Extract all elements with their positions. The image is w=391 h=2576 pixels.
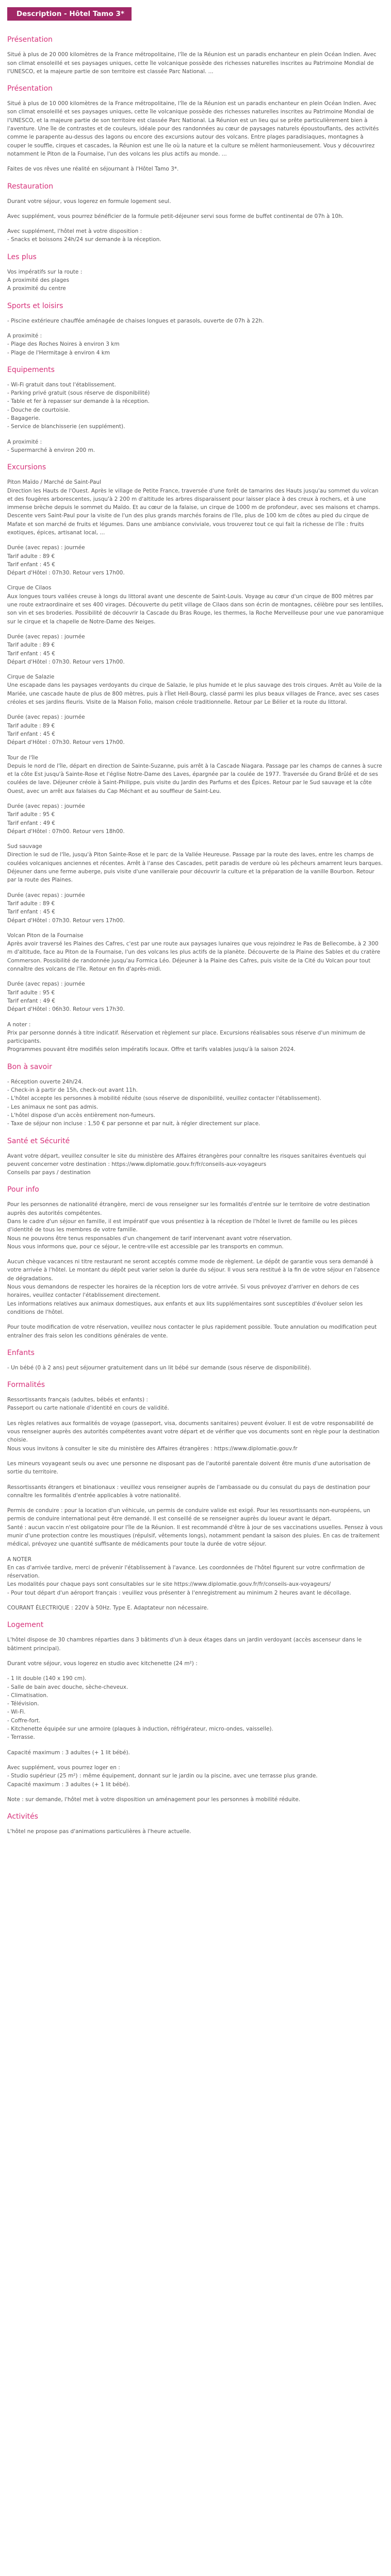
section-title-logement: Logement	[7, 1621, 44, 1630]
paragraph: Durée (avec repas) : journée Tarif adulte : 95 € Tarif enfant : 49 € Départ d'Hôtel : 06h30. Retour vers 17h30.	[7, 981, 125, 1013]
paragraph: Aucun chèque vacances ni titre restaurant ne seront acceptés comme mode de règlement. Le dépôt de garantie vous sera demandé à votre arrivée à l'hôtel. Le montant du dépôt peut varier selon la durée du séjour. Il vous sera restitué à la fin de votre séjour en l'absence de dégradations. Nous vous demandons de respecter les horaires de la réception lors de votre arrivée. Si vous prévoyez d'arriver en dehors de ces horaires, veuillez contacter l'établissement directement. Les informations relatives aux animaux domestiques, aux enfants et aux lits supplémentaires sont susceptibles d'évoluer selon les conditions de l'hôtel.	[7, 1259, 380, 1315]
paragraph: Durée (avec repas) : journée Tarif adulte : 89 € Tarif enfant : 45 € Départ d'Hôtel : 07h30. Retour vers 17h00.	[7, 892, 125, 924]
paragraph: Piton Maïdo / Marché de Saint-Paul Direction les Hauts de l'Ouest. Après le village de Petite France, traversée d'une forêt de tamarins des Hauts jusqu'au sommet du volcan et des fougères arborescentes, jusqu'à 2 200 m d'altitude les arbres disparaissent pour laisser place à des creux à rochers, et à une immense brèche depuis le sommet du Maïdo. Et au cœur de la falaise, un cirque de 1000 m de profondeur, avec ses maisons et champs. Descente vers Saint-Paul pour la visite de l'un des plus grands marchés forains de l'île, plus de 100 km de côtes au pied du cirque de Mafate et son marché de fruits et légumes. Dans une ambiance conviviale, vous trouverez tout ce qui fait la richesse de l'île : fruits exotiques, épices, artisanat local, ...	[7, 479, 380, 536]
paragraph: Vos impératifs sur la route : A proximité des plages A proximité du centre	[7, 268, 83, 292]
section-title-excursions: Excursions	[7, 463, 46, 472]
paragraph: Cirque de Salazie Une escapade dans les paysages verdoyants du cirque de Salazie, le plus humide et le plus sauvage des trois cirques. Arrêt au Voile de la Mariée, une cascade haute de plus de 800 mètres, puis à l'Îlet Hell-Bourg, classé parmi les plus beaux villages de France, avec ses cases créoles et ses jardins fleuris. Visite de la Maison Folio, maison créole traditionnelle. Retour par Le Bélier et la route du littoral.	[7, 674, 382, 706]
paragraph: Ressortissants étrangers et binationaux : veuillez vous renseigner auprès de l'ambassade ou du consulat du pays de destination pour connaître les formalités d'entrée applicables à votre nationalité.	[7, 1484, 370, 1499]
paragraph: Faites de vos rêves une réalité en séjournant à l'Hôtel Tamo 3*.	[7, 166, 179, 173]
paragraph: Volcan Piton de la Fournaise Après avoir traversé les Plaines des Cafres, c'est par une route aux paysages lunaires que vous rejoindrez le Pas de Bellecombe, à 2 300 m d'altitude, face au Piton de la Fournaise, l'un des volcans les plus actifs de la planète. Découverte de la Plaine des Sables et du cratère Commerson. Possibilité de randonnée jusqu'au Formica Léo. Déjeuner à la Plaine des Cafres, puis visite de la Cité du Volcan pour tout connaître des volcans de l'île. Retour en fin d'après-midi.	[7, 932, 381, 973]
paragraph: Note : sur demande, l'hôtel met à votre disposition un aménagement pour les personnes à mobilité réduite.	[7, 1796, 301, 1803]
section-title-presentation-2: Présentation	[7, 84, 53, 93]
paragraph: - Piscine extérieure chauffée aménagée de chaises longues et parasols, ouverte de 07h à 22h.	[7, 317, 264, 324]
paragraph: Durée (avec repas) : journée Tarif adulte : 89 € Tarif enfant : 45 € Départ d'Hôtel : 07h30. Retour vers 17h00.	[7, 545, 125, 577]
paragraph: Durée (avec repas) : journée Tarif adulte : 89 € Tarif enfant : 45 € Départ d'Hôtel : 07h30. Retour vers 17h00.	[7, 633, 125, 665]
paragraph: Avec supplément, vous pourrez bénéficier de la formule petit-déjeuner servi sous forme de buffet continental de 07h à 10h.	[7, 213, 344, 219]
paragraph: L'hôtel ne propose pas d'animations particulières à l'heure actuelle.	[7, 1828, 191, 1835]
paragraph: Pour toute modification de votre réservation, veuillez nous contacter le plus rapidement possible. Toute annulation ou modification peut entraîner des frais selon les conditions générales de vente.	[7, 1324, 377, 1339]
paragraph: Avec supplément, vous pourrez loger en : - Studio supérieur (25 m²) : même équipement, donnant sur le jardin ou la piscine, avec une terrasse plus grande. Capacité maximum : 3 adultes (+ 1 lit bébé).	[7, 1764, 318, 1788]
paragraph: A proximité : - Supermarché à environ 200 m.	[7, 438, 95, 453]
section-title-restauration: Restauration	[7, 182, 54, 191]
paragraph: L'hôtel dispose de 30 chambres réparties dans 3 bâtiments d'un à deux étages dans un jardin verdoyant (accès ascenseur dans le bâtiment principal).	[7, 1637, 362, 1652]
section-title-pour-info: Pour info	[7, 1185, 39, 1194]
paragraph: Situé à plus de 10 000 kilomètres de la France métropolitaine, l'île de la Réunion est un paradis enchanteur en plein Océan Indien. Avec son climat ensoleillé et ses paysages uniques, cette île volcanique possède des richesses naturelles inscrites au Patrimoine Mondial de l'UNESCO, et la majeure partie de son territoire est classée Parc National. La Réunion est un lieu qui se prête particulièrement bien à l'aventure. Une île de contrastes et de couleurs, idéale pour des randonnées au cœur de paysages naturels époustouflants, des activités comme le parapente au-dessus des lagons ou encore des excursions autour des volcans. Entre plages paradisiaques, montagnes à couper le souffle, cirques et cascades, la Réunion est une île où la nature et la culture se mêlent harmonieusement. Vous y découvrirez notamment le Piton de la Fournaise, l'un des volcans les plus actifs au monde. ...	[7, 100, 379, 157]
paragraph: A proximité : - Plage des Roches Noires à environ 3 km - Plage de l'Hermitage à environ 4 km	[7, 332, 120, 356]
paragraph: - Réception ouverte 24h/24. - Check-in à partir de 15h, check-out avant 11h. - L'hôtel accepte les personnes à mobilité réduite (sous réserve de disponibilité, veuillez contacter l'établissement). - Les animaux ne sont pas admis. - L'hôtel dispose d'un accès entièrement non-fumeurs. - Taxe de séjour non incluse : 1,50 € par personne et par nuit, à régler directement sur place.	[7, 1078, 321, 1127]
section-title-equipements: Equipements	[7, 365, 55, 374]
paragraph: - Wi-Fi gratuit dans tout l'établissement. - Parking privé gratuit (sous réserve de disponibilité) - Table et fer à repasser sur demande à la réception. - Douche de courtoisie. - Bagagerie. - Service de blanchisserie (en supplément).	[7, 381, 150, 430]
paragraph: Pour les personnes de nationalité étrangère, merci de vous renseigner sur les formalités d'entrée sur le territoire de votre destination auprès des autorités compétentes. Dans le cadre d'un séjour en famille, il est impératif que vous présentiez à la réception de l'hôtel le livret de famille ou les pièces d'identité de tous les membres de votre famille. Nous ne pouvons être tenus responsables d'un changement de tarif intervenant avant votre réservation. Nous vous informons que, pour ce séjour, le centre-ville est accessible par les transports en commun.	[7, 1201, 370, 1250]
paragraph: A noter : Prix par personne donnés à titre indicatif. Réservation et règlement sur place. Excursions réalisables sous réserve d'un minimum de participants. Programmes pouvant être modifiés selon impératifs locaux. Offre et tarifs valables jusqu'à la saison 2024.	[7, 1021, 366, 1053]
page-title: Description - Hôtel Tamo 3*	[7, 7, 132, 21]
paragraph: Durée (avec repas) : journée Tarif adulte : 95 € Tarif enfant : 49 € Départ d'Hôtel : 07h00. Retour vers 18h00.	[7, 803, 125, 835]
paragraph: COURANT ÉLECTRIQUE : 220V à 50Hz. Type E. Adaptateur non nécessaire.	[7, 1605, 209, 1612]
section-title-activites: Activités	[7, 1812, 38, 1821]
paragraph: Ressortissants français (adultes, bébés et enfants) : Passeport ou carte nationale d'identité en cours de validité.	[7, 1397, 169, 1412]
paragraph: Sud sauvage Direction le sud de l'île, jusqu'à Piton Sainte-Rose et le parc de la Vallée Heureuse. Passage par la route des laves, entre les champs de coulées volcaniques anciennes et récentes. Arrêt à l'anse des Cascades, petit paradis de verdure où les pêcheurs amarrent leurs barques. Déjeuner dans une ferme auberge, puis visite d'une vanilleraie pour découvrir la culture et la préparation de la vanille Bourbon. Retour par la route des Plaines.	[7, 843, 383, 884]
section-title-les-plus: Les plus	[7, 252, 37, 261]
paragraph: Permis de conduire : pour la location d'un véhicule, un permis de conduire valide est exigé. Pour les ressortissants non-européens, un permis de conduire international peut être demandé. Il est conseillé de se renseigner auprès du loueur avant le départ. Santé : aucun vaccin n'est obligatoire pour l'île de la Réunion. Il est recommandé d'être à jour de ses vaccinations usuelles. Pensez à vous munir d'une protection contre les moustiques (répulsif, vêtements longs), notamment pendant la saison des pluies. En cas de traitement médical, prévoyez une quantité suffisante de médicaments pour toute la durée de votre séjour.	[7, 1507, 383, 1548]
paragraph: Avec supplément, l'hôtel met à votre disposition : - Snacks et boissons 24h/24 sur demande à la réception.	[7, 228, 161, 243]
paragraph: A NOTER En cas d'arrivée tardive, merci de prévenir l'établissement à l'avance. Les coordonnées de l'hôtel figurent sur votre confirmation de réservation. Les modalités pour chaque pays sont consultables sur le site https://www.diplomatie.gouv.fr/fr/conseils-aux-voyageurs/ - Pour tout départ d'un aéroport français : veuillez vous présenter à l'enregistrement au minimum 2 heures avant le décollage.	[7, 1556, 365, 1596]
paragraph: Capacité maximum : 3 adultes (+ 1 lit bébé).	[7, 1749, 130, 1756]
paragraph: Les mineurs voyageant seuls ou avec une personne ne disposant pas de l'autorité parentale doivent être munis d'une autorisation de sortie du territoire.	[7, 1460, 371, 1476]
paragraph: Durant votre séjour, vous logerez en formule logement seul.	[7, 198, 171, 205]
paragraph: Tour de l'île Depuis le nord de l'île, départ en direction de Sainte-Suzanne, puis arrêt à la Cascade Niagara. Passage par les champs de cannes à sucre et la côte Est jusqu'à Sainte-Rose et l'église Notre-Dame des Laves, épargnée par la coulée de 1977. Traversée du Grand Brûlé et de ses coulées de lave. Déjeuner créole à Saint-Philippe, puis visite du Jardin des Parfums et des Épices. Retour par le Sud sauvage et la côte Ouest, avec un arrêt aux falaises du Cap Méchant et au souffleur de Saint-Leu.	[7, 754, 382, 794]
section-title-sante-securite: Santé et Sécurité	[7, 1137, 70, 1145]
section-title-formalites: Formalités	[7, 1381, 45, 1389]
section-title-enfants: Enfants	[7, 1348, 35, 1357]
paragraph: - Un bébé (0 à 2 ans) peut séjourner gratuitement dans un lit bébé sur demande (sous réserve de disponibilité).	[7, 1364, 312, 1371]
paragraph: Situé à plus de 20 000 kilomètres de la France métropolitaine, l'île de la Réunion est un paradis enchanteur en plein Océan Indien. Avec son climat ensoleillé et ses paysages uniques, cette île volcanique possède des richesses naturelles inscrites au Patrimoine Mondial de l'UNESCO, et la majeure partie de son territoire est classée Parc National. ...	[7, 52, 377, 75]
section-title-presentation: Présentation	[7, 36, 53, 44]
paragraph: - 1 lit double (140 x 190 cm). - Salle de bain avec douche, sèche-cheveux. - Climatisation. - Télévision. - Wi-Fi. - Coffre-fort. - Kitchenette équipée sur une armoire (plaques à induction, réfrigérateur, micro-ondes, vaisselle). - Terrasse.	[7, 1675, 273, 1741]
paragraph: Durant votre séjour, vous logerez en studio avec kitchenette (24 m²) :	[7, 1660, 198, 1667]
section-title-sports-loisirs: Sports et loisirs	[7, 301, 63, 310]
section-title-bon-a-savoir: Bon à savoir	[7, 1062, 52, 1071]
paragraph: Les règles relatives aux formalités de voyage (passeport, visa, documents sanitaires) peuvent évoluer. Il est de votre responsabilité de vous renseigner auprès des autorités compétentes avant votre départ et de vérifier que vos documents sont en règle pour la destination choisie. Nous vous invitons à consulter le site du ministère des Affaires étrangères : https://www.diplomatie.gouv.fr	[7, 1420, 380, 1452]
paragraph: Durée (avec repas) : journée Tarif adulte : 89 € Tarif enfant : 45 € Départ d'Hôtel : 07h30. Retour vers 17h00.	[7, 714, 125, 746]
paragraph: Avant votre départ, veuillez consulter le site du ministère des Affaires étrangères pour connaître les risques sanitaires éventuels qui peuvent concerner votre destination : https://www.diplomatie.gouv.fr/fr/conseils-aux-voyageurs Conseils par pays / destination	[7, 1153, 366, 1176]
paragraph: Cirque de Cilaos Aux longues tours vallées creuse à longs du littoral avant une descente de Saint-Louis. Voyage au cœur d'un cirque de 800 mètres par une route extraordinaire et ses 400 virages. Découverte du petit village de Cilaos dans son écrin de montagnes, célèbre pour ses lentilles, son vin et ses broderies. Possibilité de découvrir la Cascade du Bras Rouge, les thermes, la Roche Merveilleuse pour une vue panoramique sur le cirque et la chapelle de Notre-Dame des Neiges.	[7, 585, 384, 625]
